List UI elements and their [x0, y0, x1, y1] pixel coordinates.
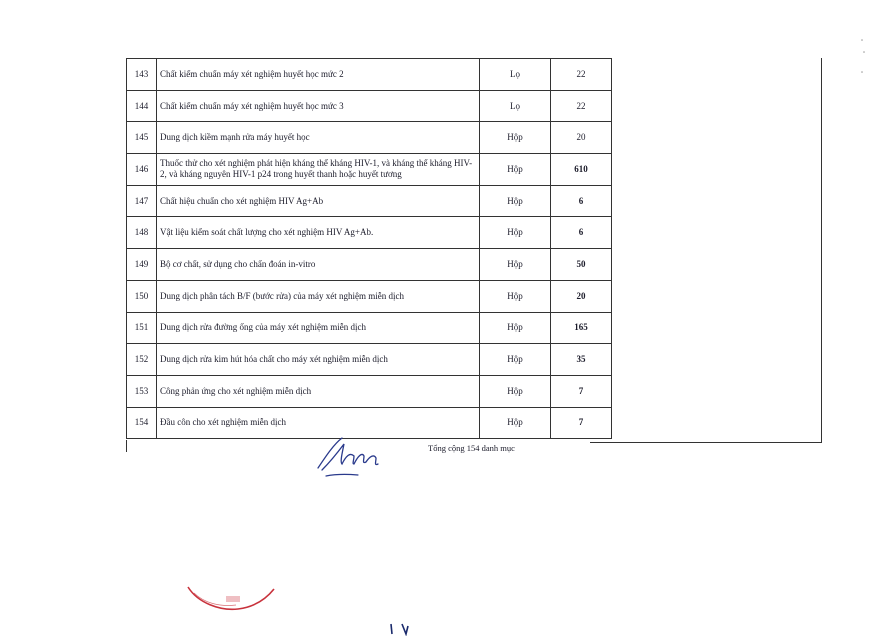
table-row: [127, 154, 612, 186]
frame-right-line: [821, 58, 822, 443]
row-number: 146: [127, 154, 157, 186]
row-number: 149: [127, 249, 157, 281]
item-name: Chất hiệu chuẩn cho xét nghiệm HIV Ag+Ab: [157, 185, 480, 217]
row-number: 144: [127, 90, 157, 122]
item-quantity: 6: [551, 217, 612, 249]
item-unit: Hộp: [480, 312, 551, 344]
table-row: [127, 375, 612, 407]
item-name: Dung dịch rửa kim hút hóa chất cho máy xét nghiệm miễn dịch: [157, 344, 480, 376]
row-number: 147: [127, 185, 157, 217]
item-unit: Hộp: [480, 249, 551, 281]
item-unit: Hộp: [480, 375, 551, 407]
items-table: [126, 58, 612, 439]
table-row: [127, 59, 612, 91]
row-number: 154: [127, 407, 157, 439]
item-name: Vật liệu kiểm soát chất lượng cho xét nghiệm HIV Ag+Ab.: [157, 217, 480, 249]
item-quantity: 610: [551, 154, 612, 186]
item-quantity: 165: [551, 312, 612, 344]
item-unit: Lọ: [480, 90, 551, 122]
table-row: [127, 312, 612, 344]
item-name: Đầu côn cho xét nghiệm miễn dịch: [157, 407, 480, 439]
table-row: [127, 344, 612, 376]
item-unit: Hộp: [480, 185, 551, 217]
item-name: Bộ cơ chất, sử dụng cho chẩn đoán in-vitro: [157, 249, 480, 281]
table-row: [127, 122, 612, 154]
table-row: [127, 249, 612, 281]
row-number: 151: [127, 312, 157, 344]
item-name: Dung dịch phân tách B/F (bước rửa) của máy xét nghiệm miễn dịch: [157, 280, 480, 312]
item-unit: Hộp: [480, 407, 551, 439]
item-quantity: 7: [551, 407, 612, 439]
item-quantity: 50: [551, 249, 612, 281]
row-number: 145: [127, 122, 157, 154]
item-name: Dung dịch rửa đường ống của máy xét nghiệm miễn dịch: [157, 312, 480, 344]
table-row: [127, 280, 612, 312]
item-quantity: 20: [551, 122, 612, 154]
items-table-body: [127, 59, 612, 439]
frame-bottom-line: [590, 442, 822, 443]
item-unit: Hộp: [480, 217, 551, 249]
item-name: Công phản ứng cho xét nghiệm miễn dịch: [157, 375, 480, 407]
item-quantity: 7: [551, 375, 612, 407]
bottom-scan-mark: [388, 622, 412, 636]
row-number: 150: [127, 280, 157, 312]
item-name: Dung dịch kiềm mạnh rửa máy huyết học: [157, 122, 480, 154]
side-scan-marks: [850, 30, 870, 90]
row-number: 152: [127, 344, 157, 376]
item-quantity: 6: [551, 185, 612, 217]
item-unit: Hộp: [480, 280, 551, 312]
item-name: Thuốc thử cho xét nghiệm phát hiện kháng thể kháng HIV-1, và kháng thể kháng HIV-2, và kháng nguyên HIV-1 p24 trong huyết thanh hoặc huyết tương: [157, 154, 480, 186]
item-unit: Hộp: [480, 122, 551, 154]
item-unit: Hộp: [480, 154, 551, 186]
row-number: 148: [127, 217, 157, 249]
row-number: 153: [127, 375, 157, 407]
signature-mark: [312, 434, 392, 484]
item-quantity: 22: [551, 90, 612, 122]
frame-left-tail-line: [126, 440, 127, 452]
item-quantity: 35: [551, 344, 612, 376]
item-quantity: 20: [551, 280, 612, 312]
stamp-edge-mark: [186, 585, 278, 615]
item-quantity: 22: [551, 59, 612, 91]
table-row: [127, 90, 612, 122]
item-unit: Lọ: [480, 59, 551, 91]
table-row: [127, 217, 612, 249]
item-name: Chất kiểm chuẩn máy xét nghiệm huyết học mức 3: [157, 90, 480, 122]
row-number: 143: [127, 59, 157, 91]
total-count-text: Tổng cộng 154 danh mục: [428, 443, 515, 453]
item-name: Chất kiểm chuẩn máy xét nghiệm huyết học mức 2: [157, 59, 480, 91]
table-row: [127, 185, 612, 217]
item-unit: Hộp: [480, 344, 551, 376]
